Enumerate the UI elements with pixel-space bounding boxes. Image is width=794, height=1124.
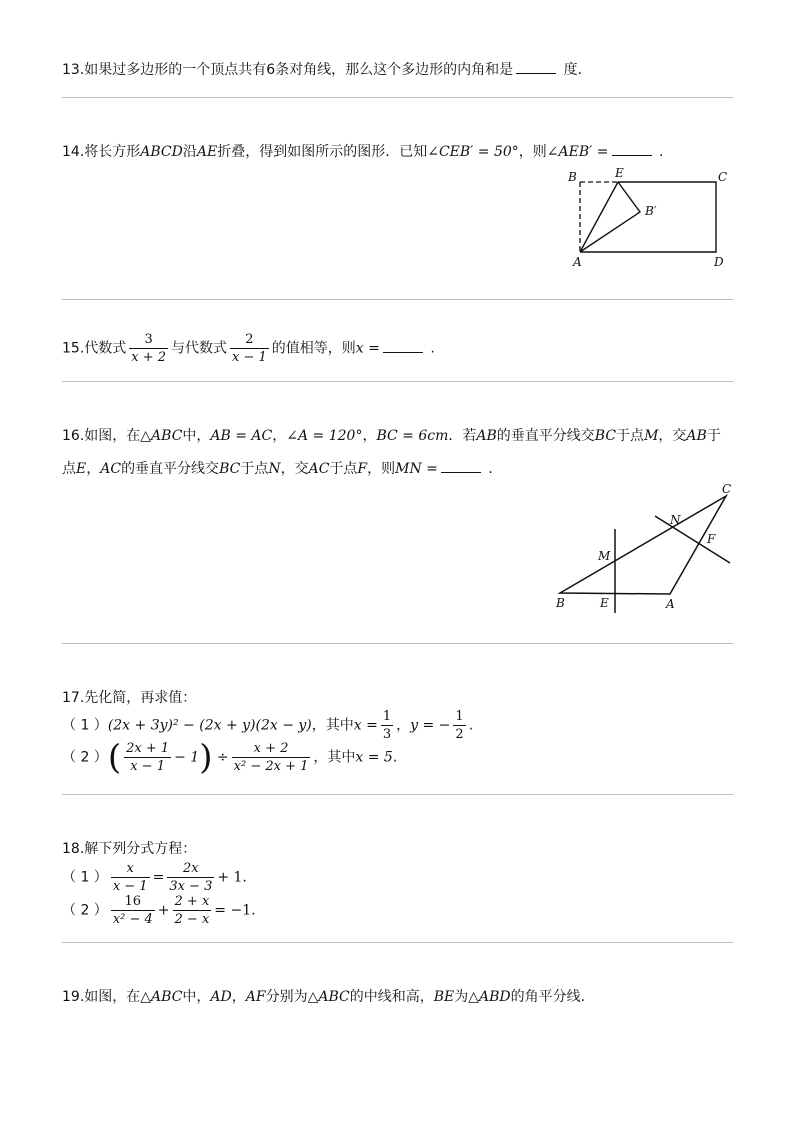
q16-math: E <box>76 461 87 477</box>
fraction <box>111 860 150 895</box>
label-n: N <box>670 513 681 527</box>
part-index: （ 2 ） <box>62 749 108 766</box>
q17-text: . <box>392 749 398 766</box>
label-e: E <box>615 166 624 180</box>
q18-part-2 <box>62 893 256 928</box>
q19-math: AF <box>245 989 266 1005</box>
q16-text: 的垂直平分线交 <box>496 428 595 444</box>
paren-close: ) <box>199 737 213 778</box>
q15-math: x = <box>355 340 380 357</box>
q14-text: . <box>658 144 664 160</box>
q18-tail: + 1. <box>217 869 247 886</box>
q16-math: △ABC <box>140 428 183 444</box>
numerator: 2 + x <box>174 894 210 909</box>
q14-figure <box>560 165 740 273</box>
q16-text: 于 <box>706 428 721 444</box>
fold-line-ae <box>580 182 618 252</box>
q16-math: MN = <box>395 461 438 477</box>
q16-math: AC <box>100 461 122 477</box>
q19-math: △ABC <box>307 989 350 1005</box>
q15-text: 15.代数式 <box>62 340 127 357</box>
q14-math: AE <box>196 144 218 160</box>
q16-text: ， <box>362 428 377 444</box>
q19-math: AD <box>210 989 232 1005</box>
q16-text: ， <box>86 461 101 477</box>
fraction <box>232 740 311 775</box>
label-a: A <box>666 597 675 611</box>
q19-text: ， <box>231 989 246 1005</box>
q16-text: 的垂直平分线交 <box>121 461 220 477</box>
denominator: 3x − 3 <box>169 879 213 894</box>
label-b-prime: B′ <box>645 204 657 218</box>
numerator: x + 2 <box>253 741 289 756</box>
answer-blank <box>516 72 556 74</box>
folded-triangle <box>580 182 640 252</box>
q16-text: 16.如图，在 <box>62 428 141 444</box>
part-index: （ 2 ） <box>62 902 108 919</box>
q18-tail: = −1. <box>214 902 256 919</box>
q15-text: 的值相等，则 <box>271 340 356 357</box>
q17-text: ，其中 <box>311 717 354 734</box>
q19-math: BE <box>433 989 455 1005</box>
q19-text: 分别为 <box>265 989 308 1005</box>
q16-text: ．若 <box>448 428 477 444</box>
label-b: B <box>556 596 565 610</box>
q16-math: AB = AC <box>210 428 273 444</box>
fraction <box>381 708 393 743</box>
answer-blank <box>441 471 481 473</box>
fraction <box>173 893 212 928</box>
divider <box>62 97 733 98</box>
label-m: M <box>598 549 611 563</box>
q19-text: 的中线和高， <box>349 989 434 1005</box>
q18-title: 18.解下列分式方程： <box>62 841 197 857</box>
fraction <box>230 331 269 366</box>
paren-open: ( <box>107 737 122 778</box>
q17-math: y = − <box>410 717 451 734</box>
denominator: x² − 4 <box>112 912 153 927</box>
q17-part-1 <box>62 708 473 743</box>
q14-math: ABCD <box>140 144 183 160</box>
part-index: （ 1 ） <box>62 869 108 886</box>
divide-sign: ÷ <box>216 749 229 766</box>
q19-text: 的角平分线. <box>510 989 586 1005</box>
divider <box>62 643 733 644</box>
q16-text: ， <box>272 428 287 444</box>
denominator: x + 2 <box>131 350 167 365</box>
q19-text: 中， <box>182 989 211 1005</box>
denominator: 3 <box>382 727 392 742</box>
q19-math: △ABD <box>468 989 511 1005</box>
fraction <box>129 331 168 366</box>
question-14 <box>62 141 663 161</box>
q16-figure <box>550 480 740 620</box>
q17-expression: (2x + 3y)² − (2x + y)(2x − y) <box>107 717 312 734</box>
q16-math: BC = 6cm <box>376 428 449 444</box>
divider <box>62 299 733 300</box>
q16-text: . <box>488 461 493 477</box>
numerator: 2 <box>245 332 254 347</box>
q15-text: 与代数式 <box>171 340 228 357</box>
label-e: E <box>600 596 609 610</box>
q18-part-1 <box>62 860 247 895</box>
divider <box>62 794 733 795</box>
q17-text: . <box>468 717 474 734</box>
question-16-line-2 <box>62 458 493 478</box>
q17-math: x = 5 <box>355 749 393 766</box>
label-d: D <box>714 255 724 269</box>
q16-text: 于点 <box>616 428 645 444</box>
q17-math: − 1 <box>174 749 200 766</box>
numerator: 1 <box>382 709 392 724</box>
q14-math: ∠AEB′ = <box>546 144 609 160</box>
numerator: 3 <box>144 332 153 347</box>
q15-text: . <box>430 340 435 357</box>
q17-title: 17.先化简，再求值： <box>62 690 197 706</box>
plus-sign: + <box>157 902 170 919</box>
divider <box>62 381 733 382</box>
q17-math: x = <box>353 717 378 734</box>
numerator: 1 <box>455 709 464 724</box>
q14-text: ，则 <box>518 144 547 160</box>
question-13 <box>62 59 582 79</box>
q17-text: ， <box>396 717 411 734</box>
q14-text: 沿 <box>182 144 197 160</box>
label-c: C <box>718 170 728 184</box>
q16-text: 点 <box>62 461 76 477</box>
q13-suffix: 度. <box>563 62 583 78</box>
fraction <box>167 860 214 895</box>
q16-math: N <box>268 461 281 477</box>
q16-math: BC <box>219 461 241 477</box>
fraction <box>124 740 171 775</box>
denominator: 2 <box>455 727 464 742</box>
numerator: 2x + 1 <box>126 741 170 756</box>
denominator: x − 1 <box>124 757 171 775</box>
numerator: x <box>126 861 134 876</box>
q16-text: ，交 <box>658 428 687 444</box>
q19-text: 19.如图，在 <box>62 989 141 1005</box>
q16-math: F <box>357 461 368 477</box>
q16-math: AC <box>308 461 330 477</box>
label-a: A <box>573 255 582 269</box>
question-15 <box>62 331 435 366</box>
q16-math: AB <box>476 428 497 444</box>
q16-math: BC <box>594 428 617 444</box>
fraction <box>111 893 155 928</box>
denominator: x − 1 <box>112 879 148 894</box>
part-index: （ 1 ） <box>62 717 108 734</box>
q17-text: ，其中 <box>313 749 356 766</box>
fraction <box>453 708 465 743</box>
equals-sign: = <box>152 869 165 886</box>
q16-math: ∠A = 120° <box>286 428 363 444</box>
denominator: 2 − x <box>174 912 210 927</box>
question-19 <box>62 986 585 1006</box>
q16-text: 中， <box>182 428 211 444</box>
q19-math: △ABC <box>140 989 183 1005</box>
label-f: F <box>707 532 716 546</box>
label-b: B <box>568 170 577 184</box>
q14-text: 折叠，得到如图所示的图形．已知 <box>217 144 428 160</box>
q14-math: ∠CEB′ = 50° <box>427 144 519 160</box>
q16-text: ，交 <box>280 461 309 477</box>
divider <box>62 942 733 943</box>
q16-text: 于点 <box>240 461 269 477</box>
denominator: x² − 2x + 1 <box>233 759 309 774</box>
q14-text: 14.将长方形 <box>62 144 141 160</box>
q16-math: AB <box>686 428 707 444</box>
q17-part-2 <box>62 737 398 778</box>
q16-text: 于点 <box>329 461 358 477</box>
numerator: 2x <box>183 861 199 876</box>
denominator: x − 1 <box>232 350 267 365</box>
question-16-line-1 <box>62 425 721 445</box>
q16-text: ，则 <box>367 461 396 477</box>
q16-math: M <box>644 428 659 444</box>
q13-text: 13.如果过多边形的一个顶点共有6条对角线，那么这个多边形的内角和是 <box>62 62 514 78</box>
answer-blank <box>383 351 423 353</box>
q19-text: 为 <box>454 989 469 1005</box>
answer-blank <box>612 154 652 156</box>
numerator: 16 <box>124 894 142 909</box>
label-c: C <box>722 482 732 496</box>
